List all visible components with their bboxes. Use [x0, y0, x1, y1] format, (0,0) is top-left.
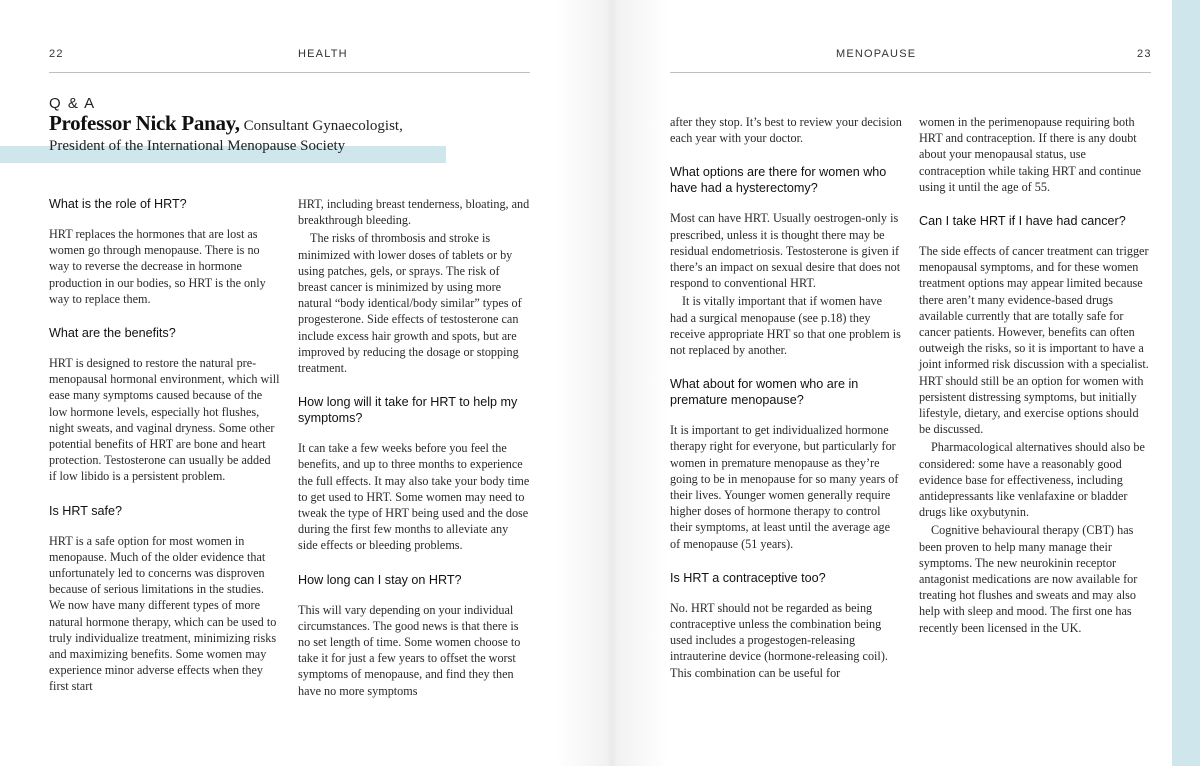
- right-header-rule: [670, 72, 1151, 73]
- page-edge-band: [1172, 0, 1200, 766]
- answer-is-hrt-safe-continued: HRT, including breast tenderness, bloating, and breakthrough bleeding.: [298, 197, 530, 228]
- expert-title-line2: President of the International Menopause Society: [49, 138, 346, 154]
- page-gutter: [556, 0, 668, 766]
- column-4: [919, 114, 1151, 638]
- answer-role-of-hrt: HRT replaces the hormones that are lost as women go through menopause. There is no way to reverse the decrease in hormone production in our bodies, so HRT is the only way to replace them.: [49, 227, 266, 306]
- answer-risks-paragraph: The risks of thrombosis and stroke is minimized with lower doses of tablets or by using patches, gels, or sprays. The risk of breast cancer is minimized by using more natural “body identical/body similar” types of progesterone. Side effects of testosterone can include excess hair growth and spots, but are improved by reducing the dosage or stopping treatment.: [298, 231, 522, 376]
- question-hrt-after-cancer: Can I take HRT if I have had cancer?: [919, 214, 1126, 229]
- expert-title-line1: Consultant Gynaecologist,: [243, 118, 403, 134]
- answer-cbt: Cognitive behavioural therapy (CBT) has been proven to help many manage their symptoms. The new neurokinin receptor antagonist medications are now available for treating hot flushes and sweats and may also help with sleep and mood. The first one has recently been licensed in the UK.: [919, 523, 1138, 635]
- column-1: [49, 196, 281, 697]
- answer-premature-menopause: It is important to get individualized hormone therapy right for everyone, but particularly for women in premature menopause as they’re going to be in menopause for so many years of their lives. Younger women generally require higher doses of hormone therapy to control their symptoms, at least until the average age of menopause (51 years).: [670, 423, 899, 551]
- answer-benefits: HRT is designed to restore the natural pre-menopausal hormonal environment, which will ease many symptoms caused because of the low hormone levels, especially hot flushes, night sweats, and vaginal dryness. Some other potential benefits of HRT are bone and heart protection. Testosterone can usually be added if low libido is a persistent problem.: [49, 356, 280, 484]
- question-how-long-to-help: How long will it take for HRT to help my symptoms?: [298, 395, 518, 426]
- answer-hysterectomy: Most can have HRT. Usually oestrogen-only is prescribed, unless it is thought there may be residual endometriosis. Testosterone is given if there’s an impact on sexual desire that does not respond to conventional HRT.: [670, 211, 901, 291]
- qa-label: Q & A: [49, 95, 96, 112]
- answer-contraceptive: No. HRT should not be regarded as being contraceptive unless the combination being used includes a progestogen-releasing intrauterine device (hormone-releasing coil). This combination can be useful for: [670, 600, 888, 680]
- question-role-of-hrt: What is the role of HRT?: [49, 197, 187, 211]
- left-running-head: HEALTH: [298, 48, 348, 60]
- question-contraceptive: Is HRT a contraceptive too?: [670, 570, 826, 585]
- left-header-rule: [49, 72, 530, 73]
- question-is-hrt-safe: Is HRT safe?: [49, 503, 123, 518]
- column-2: [298, 196, 530, 701]
- answer-hrt-after-cancer: The side effects of cancer treatment can trigger menopausal symptoms, and for these women treatment options may appear limited because there aren’t many evidence-based drugs available currently that are totally safe for cancer patients. However, benefits can often outweigh the risks, so it is important to have a joint informed risk discussion with a specialist. HRT should still be an option for women with persistent distressing symptoms, but initially lifestyle, dietary, and exercise options should be discussed.: [919, 244, 1149, 437]
- answer-surgical-menopause: It is vitally important that if women have had a surgical menopause (see p.18) they receive appropriate HRT so that one problem is not replaced by another.: [670, 294, 901, 358]
- question-premature-menopause: What about for women who are in premature menopause?: [670, 377, 859, 408]
- answer-pharmacological-alternatives: Pharmacological alternatives should also be considered: some have a reasonably good evidence base for effectiveness, including antidepressants like venlafaxine or bladder drugs like oxybutynin.: [919, 440, 1145, 520]
- column-3: [670, 114, 902, 683]
- question-hysterectomy: What options are there for women who have had a hysterectomy?: [670, 165, 887, 196]
- right-page-number: 23: [1137, 48, 1152, 60]
- left-page-number: 22: [49, 48, 64, 60]
- answer-how-long-to-help: It can take a few weeks before you feel the benefits, and up to three months to experience the full effects. It may also take your body time to get used to HRT. Some women may need to tweak the type of HRT being used and the dose during the first few months to alleviate any side effects or bleeding problems.: [298, 441, 530, 553]
- question-how-long-stay: How long can I stay on HRT?: [298, 572, 462, 587]
- expert-name: Professor Nick Panay,: [49, 111, 240, 135]
- answer-how-long-stay: This will vary depending on your individual circumstances. The good news is that there is no set length of time. Some women choose to take it for just a few years to offset the worst symptoms of menopause, and find they then have no more symptoms: [298, 602, 521, 698]
- answer-is-hrt-safe: HRT is a safe option for most women in menopause. Much of the older evidence that unfortunately led to concerns was disproven because of serious limitations in the studies. We now have many different types of more natural hormone therapy, which can be used to truly individualize treatment, minimizing risks and maximizing benefits. Some women may experience minor adverse effects when they first start: [49, 533, 277, 694]
- right-running-head: MENOPAUSE: [836, 48, 917, 60]
- answer-how-long-stay-continued: after they stop. It’s best to review your decision each year with your doctor.: [670, 115, 902, 146]
- question-benefits: What are the benefits?: [49, 326, 176, 341]
- answer-contraceptive-continued: women in the perimenopause requiring both HRT and contraception. If there is any doubt about your menopausal status, use contraception while taking HRT and continue using it until the age of 55.: [919, 115, 1142, 194]
- expert-heading: [49, 111, 469, 156]
